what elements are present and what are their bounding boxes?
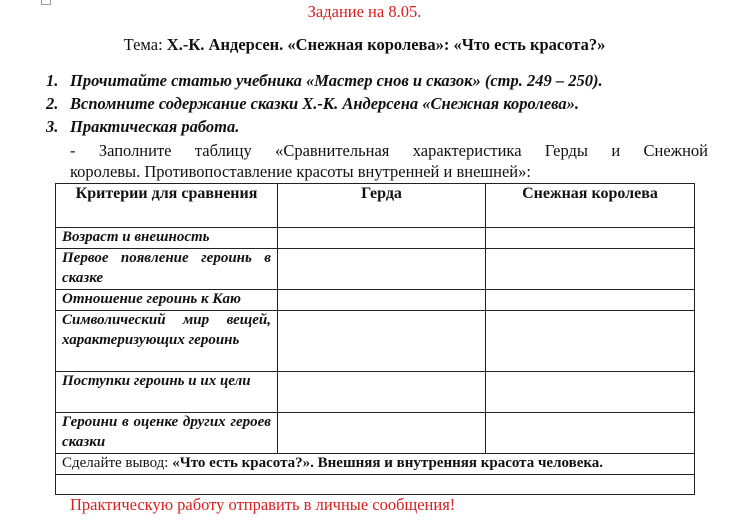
gerda-cell[interactable] [278,413,486,454]
criterion-cell: Символический мир вещей, характеризующих героинь [56,311,278,372]
criterion-cell: Поступки героинь и их цели [56,372,278,413]
task-number: 2. [46,94,59,113]
gerda-cell[interactable] [278,290,486,311]
column-header-criteria: Критерии для сравнения [56,184,278,228]
conclusion-answer-row [56,475,695,495]
task-text: Практическая работа. [70,117,240,136]
instruction-line-1: - Заполните таблицу «Сравнительная характеристика Герды и Снежной [70,141,708,160]
task-number: 1. [46,71,59,90]
column-header-gerda: Герда [278,184,486,228]
submission-note: Практическую работу отправить в личные сообщения! [70,495,456,514]
criterion-cell: Возраст и внешность [56,228,278,249]
snow-queen-cell[interactable] [486,372,695,413]
table-row [56,249,695,290]
snow-queen-cell[interactable] [486,249,695,290]
topic-line [0,35,729,55]
table-row [56,372,695,413]
conclusion-row [56,454,695,475]
gerda-cell[interactable] [278,372,486,413]
topic-text: Х.-К. Андерсен. «Снежная королева»: «Что есть красота?» [166,35,606,54]
task-text: Вспомните содержание сказки Х.-К. Андерсена «Снежная королева». [70,94,580,113]
table-row [56,311,695,372]
conclusion-text: «Что есть красота?». Внешняя и внутренняя красота человека. [172,455,604,471]
task-item [46,92,716,115]
task-item [46,69,716,92]
gerda-cell[interactable] [278,228,486,249]
table-row [56,228,695,249]
table-header-row [56,184,695,228]
snow-queen-cell[interactable] [486,413,695,454]
conclusion-cell [56,454,695,475]
assignment-title: Задание на 8.05. [307,2,422,21]
criterion-cell: Первое появление героинь в сказке [56,249,278,290]
comparison-table [55,183,695,495]
table-row [56,413,695,454]
table-row [56,290,695,311]
criterion-cell: Отношение героинь к Каю [56,290,278,311]
task-text: Прочитайте статью учебника «Мастер снов и сказок» (стр. 249 – 250). [70,71,603,90]
conclusion-answer-cell[interactable] [56,475,695,495]
column-header-snow-queen: Снежная королева [486,184,695,228]
conclusion-prefix: Сделайте вывод: [62,455,173,471]
snow-queen-cell[interactable] [486,228,695,249]
topic-prefix: Тема: [123,35,167,54]
criterion-cell: Героини в оценке других героев сказки [56,413,278,454]
instruction-line-2: королевы. Противопоставление красоты внутренней и внешней»: [70,162,531,181]
gerda-cell[interactable] [278,249,486,290]
snow-queen-cell[interactable] [486,311,695,372]
snow-queen-cell[interactable] [486,290,695,311]
task-list [46,69,716,138]
task-number: 3. [46,117,59,136]
task-item [46,115,716,138]
gerda-cell[interactable] [278,311,486,372]
